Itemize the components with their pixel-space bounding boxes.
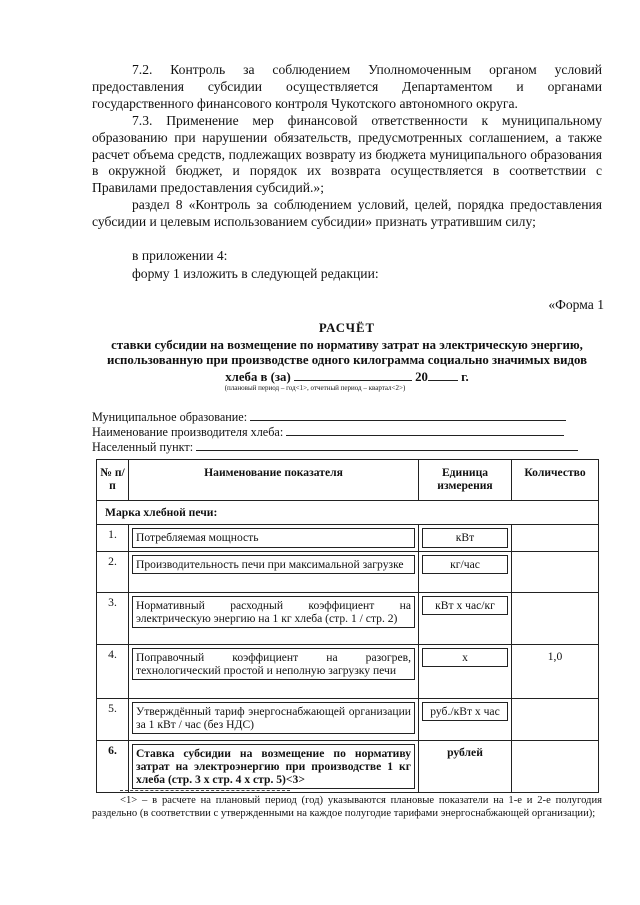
municipality-field bbox=[92, 408, 566, 424]
header-num: № п/п bbox=[97, 460, 129, 501]
period-blank bbox=[294, 369, 412, 381]
period-suffix: г. bbox=[461, 370, 469, 384]
section-row bbox=[97, 501, 599, 525]
period-year-blank bbox=[428, 369, 458, 381]
producer-label: Наименование производителя хлеба: bbox=[92, 425, 284, 439]
calculation-table bbox=[96, 459, 599, 793]
row-name: Потребляемая мощность bbox=[129, 525, 419, 551]
table-row bbox=[97, 592, 599, 644]
locality-label: Населенный пункт: bbox=[92, 440, 194, 454]
row-qty[interactable] bbox=[512, 740, 599, 793]
header-unit: Единица измерения bbox=[419, 460, 512, 501]
row-qty[interactable] bbox=[512, 525, 599, 551]
row-name: Производительность печи при максимальной загрузке bbox=[129, 551, 419, 592]
paragraph-section-8: раздел 8 «Контроль за соблюдением условий, целей, порядка предоставления субсидии и целевым использованием субсидии» признать утратившим силу; bbox=[92, 197, 602, 229]
row-qty[interactable] bbox=[512, 592, 599, 644]
period-hint: (плановый период – год<1>, отчетный период – квартал<2>) bbox=[224, 384, 406, 392]
row-name: Ставка субсидии на возмещение по нормативу затрат на электроэнергию при производстве 1 кг хлеба (стр. 3 х стр. 4 х стр. 5)<3> bbox=[129, 740, 419, 793]
table-row-total bbox=[97, 740, 599, 793]
row-unit: кг/час bbox=[419, 551, 512, 592]
table-header-row bbox=[97, 460, 599, 501]
row-num: 1. bbox=[97, 525, 129, 551]
period-year-prefix: 20 bbox=[415, 370, 428, 384]
table-row bbox=[97, 551, 599, 592]
form-title: РАСЧЁТ bbox=[318, 321, 376, 335]
row-qty[interactable]: 1,0 bbox=[512, 644, 599, 698]
row-qty[interactable] bbox=[512, 698, 599, 740]
row-unit: руб./кВт х час bbox=[419, 698, 512, 740]
header-qty: Количество bbox=[512, 460, 599, 501]
row-unit: кВт х час/кг bbox=[419, 592, 512, 644]
row-num: 6. bbox=[97, 740, 129, 793]
row-num: 5. bbox=[97, 698, 129, 740]
row-name: Утверждённый тариф энергоснабжающей организации за 1 кВт / час (без НДС) bbox=[129, 698, 419, 740]
form-label: «Форма 1 bbox=[548, 297, 604, 312]
period-prefix: хлеба в (за) bbox=[225, 370, 291, 384]
producer-input[interactable] bbox=[286, 423, 564, 436]
paragraph-form-1: форму 1 изложить в следующей редакции: bbox=[132, 266, 379, 281]
row-name: Поправочный коэффициент на разогрев, технологический простой и неполную загрузку печи bbox=[129, 644, 419, 698]
producer-field bbox=[92, 423, 564, 439]
form-subtitle: ставки субсидии на возмещение по нормативу затрат на электрическую энергию, использованную при производстве одного килограмма социально значимых видов bbox=[107, 338, 587, 367]
oven-brand-label: Марка хлебной печи: bbox=[97, 501, 599, 525]
row-num: 3. bbox=[97, 592, 129, 644]
locality-field bbox=[92, 438, 578, 454]
row-name: Нормативный расходный коэффициент на электрическую энергию на 1 кг хлеба (стр. 1 / стр. 2) bbox=[129, 592, 419, 644]
footnote-separator bbox=[120, 790, 290, 791]
row-unit: кВт bbox=[419, 525, 512, 551]
locality-input[interactable] bbox=[196, 438, 578, 451]
paragraph-appendix-4: в приложении 4: bbox=[132, 248, 228, 263]
paragraph-7-3: 7.3. Применение мер финансовой ответственности к муниципальному образованию при нарушении обязательств, предусмотренных соглашением, а также расчет объема средств, подлежащих возврату из бюджета муниципального образования в окружной бюджет, и порядок их возврата осуществляется в соответствии с Правилами предоставления субсидий.»; bbox=[92, 113, 602, 196]
municipality-input[interactable] bbox=[250, 408, 566, 421]
row-unit: х bbox=[419, 644, 512, 698]
row-num: 2. bbox=[97, 551, 129, 592]
form-period-line bbox=[92, 369, 602, 385]
row-qty[interactable] bbox=[512, 551, 599, 592]
paragraph-7-2: 7.2. Контроль за соблюдением Уполномоченным органом условий предоставления субсидии осуществляется Департаментом и органами государственного финансового контроля Чукотского автономного округа. bbox=[92, 62, 602, 111]
table-row bbox=[97, 698, 599, 740]
row-unit: рублей bbox=[419, 740, 512, 793]
municipality-label: Муниципальное образование: bbox=[92, 410, 248, 424]
footnote-1: <1> – в расчете на плановый период (год) указываются плановые показатели на 1-е и 2-е полугодия раздельно (в соответствии с утвержденными на каждое полугодие тарифами энергоснабжающей организации); bbox=[92, 795, 602, 820]
row-num: 4. bbox=[97, 644, 129, 698]
header-name: Наименование показателя bbox=[129, 460, 419, 501]
table-row bbox=[97, 525, 599, 551]
table-row bbox=[97, 644, 599, 698]
